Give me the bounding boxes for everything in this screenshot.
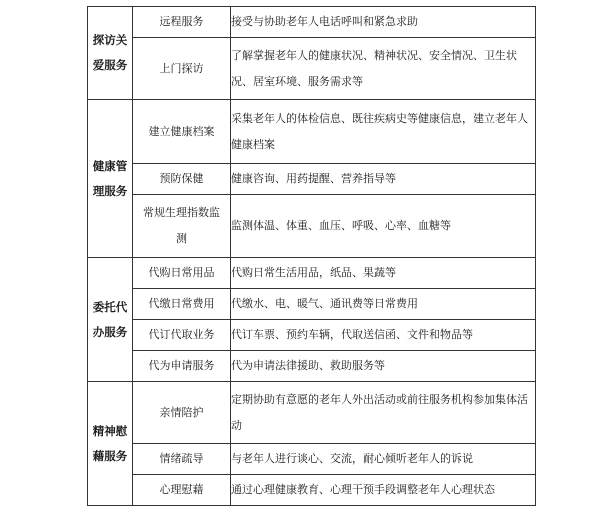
services-table [87,6,536,506]
category-cell: 健康管理服务 [88,100,133,258]
table-row [88,258,536,289]
service-name-cell: 心理慰藉 [133,475,231,506]
service-description-cell: 与老年人进行谈心、交流，耐心倾听老年人的诉说 [231,444,536,475]
table-row [88,444,536,475]
service-description-cell: 代缴水、电、暖气、通讯费等日常费用 [231,289,536,320]
category-cell: 探访关爱服务 [88,7,133,100]
service-description-cell: 接受与协助老年人电话呼叫和紧急求助 [231,7,536,38]
category-cell: 精神慰藉服务 [88,382,133,506]
table-row [88,195,536,258]
service-name-cell: 亲情陪护 [133,382,231,444]
service-name-cell: 代缴日常费用 [133,289,231,320]
service-description-cell: 了解掌握老年人的健康状况、精神状况、安全情况、卫生状况、居室环境、服务需求等 [231,38,536,100]
service-name-cell: 情绪疏导 [133,444,231,475]
table-row [88,38,536,100]
table-row [88,320,536,351]
service-description-cell: 监测体温、体重、血压、呼吸、心率、血糖等 [231,195,536,258]
service-description-cell: 代购日常生活用品，纸品、果蔬等 [231,258,536,289]
category-cell: 委托代办服务 [88,258,133,382]
service-name-cell: 建立健康档案 [133,100,231,164]
table-row [88,289,536,320]
service-name-cell: 上门探访 [133,38,231,100]
table-row [88,351,536,382]
service-name-cell: 代购日常用品 [133,258,231,289]
service-name-cell: 预防保健 [133,164,231,195]
service-name-cell: 常规生理指数监测 [133,195,231,258]
service-description-cell: 采集老年人的体检信息、既往疾病史等健康信息，建立老年人健康档案 [231,100,536,164]
service-description-cell: 通过心理健康教育、心理干预手段调整老年人心理状态 [231,475,536,506]
service-name-cell: 代为申请服务 [133,351,231,382]
service-description-cell: 健康咨询、用药提醒、营养指导等 [231,164,536,195]
table-row [88,382,536,444]
table-row [88,164,536,195]
service-description-cell: 代订车票、预约车辆，代取送信函、文件和物品等 [231,320,536,351]
service-description-cell: 代为申请法律援助、救助服务等 [231,351,536,382]
table-row [88,7,536,38]
service-name-cell: 代订代取业务 [133,320,231,351]
table-row [88,100,536,164]
service-name-cell: 远程服务 [133,7,231,38]
service-description-cell: 定期协助有意愿的老年人外出活动或前往服务机构参加集体活动 [231,382,536,444]
table-row [88,475,536,506]
